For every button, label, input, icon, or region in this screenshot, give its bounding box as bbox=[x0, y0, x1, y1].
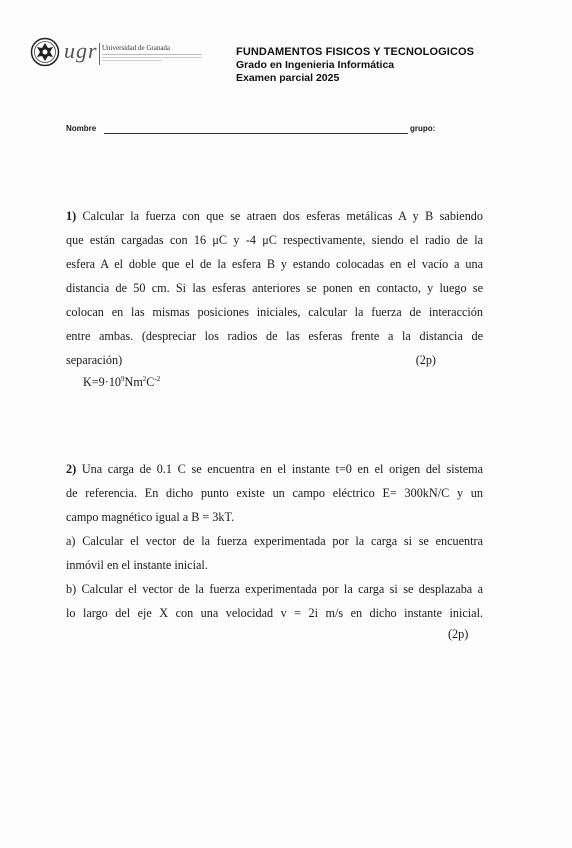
question-1 bbox=[66, 204, 483, 372]
question-line: de referencia. En dicho punto existe un campo eléctrico E= 300kN/C y un bbox=[66, 486, 483, 500]
question-line: colocan en las mismas posiciones iniciales, calcular la fuerza de interacción bbox=[66, 305, 483, 319]
constant-formula: $K=9\cdot 10^9Nm^2C^{-2}$ bbox=[83, 375, 161, 390]
question-line: campo magnético igual a B = 3kT. bbox=[66, 510, 235, 524]
question-line: lo largo del eje X con una velocidad v = 2i m/s en dicho instante inicial. bbox=[66, 606, 483, 620]
name-label: Nombre bbox=[66, 124, 97, 133]
logo-divider bbox=[99, 43, 100, 65]
degree-name: Grado en Ingenieria Informática bbox=[236, 59, 395, 71]
university-logo bbox=[30, 37, 210, 71]
question-number: 1) bbox=[66, 209, 77, 223]
question-line: esfera A el doble que el de la esfera B y estando colocadas en el vacío a una bbox=[66, 257, 483, 271]
question-line: a) Calcular el vector de la fuerza experimentada por la carga si se encuentra bbox=[66, 534, 483, 548]
question-2 bbox=[66, 457, 483, 625]
course-title: FUNDAMENTOS FISICOS Y TECNOLOGICOS bbox=[236, 46, 475, 58]
question-line: 1) Calcular la fuerza con que se atraen dos esferas metálicas A y B sabiendo bbox=[66, 209, 483, 223]
name-input-line[interactable] bbox=[104, 133, 408, 134]
question-line: 2) Una carga de 0.1 C se encuentra en el instante t=0 en el origen del sistema bbox=[66, 462, 484, 476]
university-subtitle bbox=[102, 54, 202, 58]
question-line: entre ambas. (despreciar los radios de las esferas frente a la distancia de bbox=[66, 329, 483, 343]
question-score: (2p) bbox=[415, 353, 436, 367]
question-line: que están cargadas con 16 μC y -4 μC respectivamente, siendo el radio de la bbox=[66, 233, 483, 247]
crest-icon bbox=[30, 37, 60, 67]
ugr-mark: ugr bbox=[64, 38, 98, 63]
university-subtitle-2 bbox=[102, 60, 162, 61]
question-line: b) Calcular el vector de la fuerza experimentada por la carga si se desplazaba a bbox=[66, 582, 483, 596]
question-line: distancia de 50 cm. Si las esferas anteriores se ponen en contacto, y luego se bbox=[66, 281, 483, 295]
name-field-row bbox=[66, 124, 446, 136]
question-line: separación) (2p) bbox=[66, 348, 483, 372]
question-number: 2) bbox=[66, 462, 77, 476]
university-name: Universidad de Granada bbox=[102, 44, 171, 52]
exam-name: Examen parcial 2025 bbox=[236, 72, 340, 84]
group-label: grupo: bbox=[410, 124, 436, 133]
question-line: inmóvil en el instante inicial. bbox=[66, 558, 208, 572]
question-score: (2p) bbox=[448, 627, 469, 641]
